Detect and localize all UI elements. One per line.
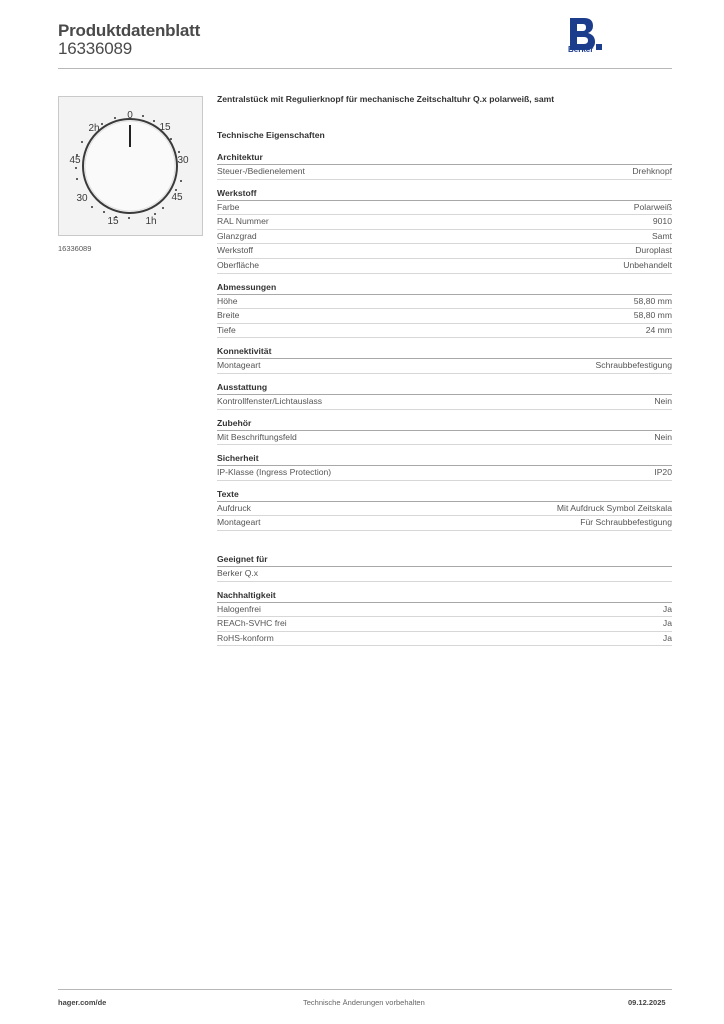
- product-number: 16336089: [58, 39, 133, 58]
- dial-label-0: 0: [127, 110, 133, 121]
- spec-value: Nein: [654, 431, 672, 442]
- spec-value: 9010: [652, 216, 672, 227]
- footer-divider: [58, 989, 672, 990]
- spec-label: Farbe: [217, 201, 240, 212]
- image-caption: 16336089: [58, 244, 92, 253]
- spec-label: Montageart: [217, 360, 261, 371]
- spec-section: [217, 452, 672, 481]
- spec-value: Duroplast: [635, 245, 672, 256]
- spec-label: Oberfläche: [217, 259, 260, 270]
- dial-label-1h: 1h: [145, 216, 157, 227]
- spec-label: Montageart: [217, 517, 261, 528]
- dial-label-15-right: 15: [159, 122, 171, 133]
- spec-row: [217, 215, 672, 230]
- spec-value: Ja: [662, 618, 672, 629]
- spec-label: Kontrollfenster/Lichtauslass: [217, 395, 323, 406]
- spec-value: Ja: [662, 632, 672, 643]
- spec-value: Polarweiß: [633, 201, 672, 212]
- spec-value: Unbehandelt: [623, 259, 672, 270]
- spec-row: [217, 516, 672, 531]
- section-title: Ausstattung: [217, 381, 672, 395]
- spec-section: [217, 281, 672, 339]
- spec-label: Halogenfrei: [217, 603, 261, 614]
- spec-section: [217, 187, 672, 274]
- spec-value: Für Schraubbefestigung: [580, 517, 672, 528]
- section-title: Sicherheit: [217, 452, 672, 466]
- spec-row: [217, 395, 672, 410]
- spec-label: Tiefe: [217, 324, 236, 335]
- section-title: Konnektivität: [217, 345, 672, 359]
- spec-label: Steuer-/Bedienelement: [217, 166, 305, 176]
- section-title: Architektur: [217, 151, 672, 165]
- spec-value: Nein: [654, 395, 672, 406]
- spec-label: REACh-SVHC frei: [217, 618, 287, 629]
- section-title: Geeignet für: [217, 553, 672, 567]
- brand-name: Berker: [568, 45, 594, 54]
- spec-content: [217, 94, 672, 653]
- section-title: Zubehör: [217, 417, 672, 431]
- spec-row: [217, 431, 672, 446]
- spec-sections: [217, 151, 672, 646]
- spec-section: [217, 345, 672, 374]
- spec-section: [217, 381, 672, 410]
- spec-value: Samt: [651, 230, 672, 241]
- header-divider: [58, 68, 672, 69]
- spec-section: [217, 589, 672, 647]
- spec-value: Ja: [662, 603, 672, 614]
- spec-label: RAL Nummer: [217, 216, 269, 227]
- spec-label: Berker Q.x: [217, 567, 259, 578]
- spec-row: [217, 632, 672, 647]
- spec-row: [217, 617, 672, 632]
- footer-date: 09.12.2025: [628, 998, 666, 1007]
- spec-value: 58,80 mm: [633, 295, 672, 306]
- spec-label: Glanzgrad: [217, 230, 257, 241]
- section-title: Texte: [217, 488, 672, 502]
- spec-row: [217, 309, 672, 324]
- timer-dial-illustration: [59, 97, 202, 235]
- spec-row: [217, 603, 672, 618]
- spec-value: 58,80 mm: [633, 310, 672, 321]
- page-title: Produktdatenblatt: [58, 21, 201, 40]
- dial-label-30-left: 30: [76, 193, 88, 204]
- spec-row: [217, 502, 672, 517]
- product-title: Zentralstück mit Regulierknopf für mechanische Zeitschaltuhr Q.x polarweiß, samt: [217, 94, 555, 104]
- dial-label-30-right: 30: [177, 155, 189, 166]
- spec-label: Aufdruck: [217, 502, 251, 513]
- spec-section: [217, 417, 672, 446]
- footer-website: hager.com/de: [58, 998, 107, 1007]
- tech-properties-heading: Technische Eigenschaften: [217, 130, 325, 140]
- spec-label: Werkstoff: [217, 245, 253, 256]
- spec-value: Drehknopf: [632, 166, 672, 176]
- section-title: Werkstoff: [217, 187, 672, 201]
- spec-row: [217, 567, 672, 582]
- spec-row: [217, 259, 672, 274]
- spec-label: IP-Klasse (Ingress Protection): [217, 467, 332, 478]
- section-title: Abmessungen: [217, 281, 672, 295]
- spec-value: 24 mm: [645, 324, 672, 335]
- dial-label-15-bottom: 15: [107, 216, 119, 227]
- spec-label: Mit Beschriftungsfeld: [217, 431, 297, 442]
- spec-section: [217, 151, 672, 180]
- spec-row: [217, 165, 672, 180]
- spec-row: [217, 230, 672, 245]
- spec-section: [217, 553, 672, 582]
- spec-row: [217, 201, 672, 216]
- spec-value: Mit Aufdruck Symbol Zeitskala: [556, 502, 672, 513]
- spec-section: [217, 488, 672, 531]
- spec-row: [217, 295, 672, 310]
- spec-label: Höhe: [217, 295, 238, 306]
- spec-row: [217, 244, 672, 259]
- spec-label: RoHS-konform: [217, 632, 274, 643]
- spec-value: Schraubbefestigung: [595, 360, 672, 371]
- spec-label: Breite: [217, 310, 240, 321]
- dial-label-45-left: 45: [69, 155, 81, 166]
- footer-disclaimer: Technische Änderungen vorbehalten: [303, 998, 425, 1007]
- dial-label-2h: 2h: [88, 123, 100, 134]
- spec-value: IP20: [654, 467, 672, 478]
- spec-row: [217, 359, 672, 374]
- spec-row: [217, 466, 672, 481]
- product-image: [58, 96, 203, 236]
- spec-row: [217, 324, 672, 339]
- section-title: Nachhaltigkeit: [217, 589, 672, 603]
- dial-label-45-right: 45: [171, 192, 183, 203]
